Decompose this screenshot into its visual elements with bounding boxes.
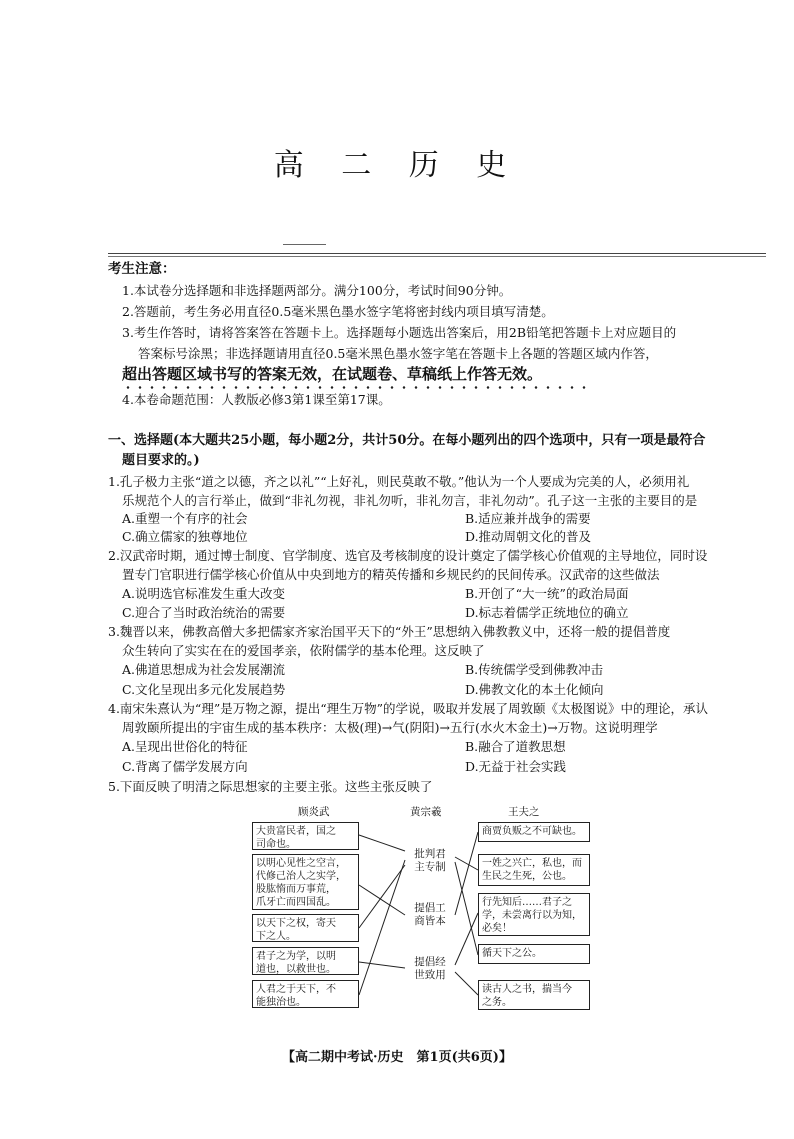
middle-node xyxy=(405,956,455,982)
quote-line: 大贵富民者，国之 xyxy=(256,826,336,837)
node-line: 世致用 xyxy=(414,969,446,981)
right-column-header: 王夫之 xyxy=(508,806,540,818)
notice-item: 答案标号涂黑；非选择题请用直径0.5毫米黑色墨水签字笔在答题卡上各题的答题区域内作答， xyxy=(138,346,658,361)
quote-line: 股肱惰而万事荒， xyxy=(256,884,336,895)
notice-heading: 考生注意： xyxy=(108,261,176,277)
notice-item: 4.本卷命题范围：人教版必修3第1课至第17课。 xyxy=(122,392,391,407)
option-d: D.标志着儒学正统地位的确立 xyxy=(465,605,629,620)
quote-line: 司命也。 xyxy=(256,839,296,850)
node-line: 提倡经 xyxy=(414,956,446,968)
option-a: A.说明选官标准发生重大改变 xyxy=(122,586,286,601)
quote-line: 行先知后……君子之 xyxy=(482,897,572,908)
quote-line: 读古人之书，揣当今 xyxy=(482,984,572,995)
option-a: A.佛道思想成为社会发展潮流 xyxy=(122,662,286,677)
quote-box-right xyxy=(478,944,590,964)
quote-line: 之务。 xyxy=(482,997,512,1008)
quote-line: 商贾负贩之不可缺也。 xyxy=(482,826,582,837)
left-column-header: 顾炎武 xyxy=(298,806,330,818)
quote-line: 道也，以救世也。 xyxy=(256,964,336,975)
question-stem: 众生转向了实实在在的爱国孝亲，依附儒学的基本伦理。这反映了 xyxy=(122,643,485,658)
middle-node xyxy=(405,848,455,874)
option-d: D.无益于社会实践 xyxy=(465,759,567,774)
quote-line: 以天下之权，寄天 xyxy=(256,918,336,929)
quote-line: 必矣！ xyxy=(482,923,512,934)
option-a: A.呈现出世俗化的特征 xyxy=(122,739,248,754)
question-stem: 置专门官职进行儒学核心价值从中央到地方的精英传播和乡规民约的民间传承。汉武帝的这些做法 xyxy=(122,567,660,582)
quote-box-left xyxy=(252,914,359,942)
quote-box-right xyxy=(478,854,590,886)
quote-line: 生民之生死，公也。 xyxy=(482,871,572,882)
page-title: 高 二 历 史 xyxy=(273,148,521,183)
node-line: 商皆本 xyxy=(414,915,446,927)
notice-item: 1.本试卷分选择题和非选择题两部分。满分100分，考试时间90分钟。 xyxy=(122,283,512,298)
option-c: C.迎合了当时政治统治的需要 xyxy=(122,605,286,620)
middle-node xyxy=(405,902,455,928)
quote-box-right xyxy=(478,980,590,1010)
option-b: B.传统儒学受到佛教冲击 xyxy=(465,662,604,677)
question-stem: 1.孔子极力主张“道之以德，齐之以礼”“上好礼，则民莫敢不敬。”他认为一个人要成为完美的人，必须用礼 xyxy=(108,474,690,489)
question-stem: 乐规范个人的言行举止，做到“非礼勿视，非礼勿听，非礼勿言，非礼勿动”。孔子这一主张的主要目的是 xyxy=(122,493,698,508)
quote-box-left xyxy=(252,854,359,910)
question-stem: 2.汉武帝时期，通过博士制度、官学制度、选官及考核制度的设计奠定了儒学核心价值观的主导地位，同时设 xyxy=(108,548,708,563)
node-line: 提倡工 xyxy=(414,902,446,914)
option-b: B.适应兼并战争的需要 xyxy=(465,511,591,526)
quote-line: 代修己治人之实学， xyxy=(256,871,346,882)
option-c: C.确立儒家的独尊地位 xyxy=(122,529,248,544)
quote-line: 人君之于天下，不 xyxy=(256,984,336,995)
option-c: C.背离了儒学发展方向 xyxy=(122,759,248,774)
quote-box-left xyxy=(252,947,359,975)
quote-line: 循天下之公。 xyxy=(482,948,542,959)
option-d: D.佛教文化的本土化倾向 xyxy=(465,682,604,697)
option-b: B.融合了道教思想 xyxy=(465,739,566,754)
quote-line: 下之人。 xyxy=(256,931,296,942)
question-stem: 3.魏晋以来，佛教高僧大多把儒家齐家治国平天下的“外王”思想纳入佛教教义中，还将一般的提倡普度 xyxy=(108,624,671,639)
option-b: B.开创了“大一统”的政治局面 xyxy=(465,586,629,601)
middle-column-header: 黄宗羲 xyxy=(410,806,442,818)
quote-line: 君子之为学，以明 xyxy=(256,951,336,962)
quote-line: 以明心见性之空言， xyxy=(256,858,346,869)
option-c: C.文化呈现出多元化发展趋势 xyxy=(122,682,286,697)
quote-box-left xyxy=(252,822,359,850)
option-a: A.重塑一个有序的社会 xyxy=(122,511,248,526)
quote-line: 爪牙亡而四国乱。 xyxy=(256,897,336,908)
notice-item: 3.考生作答时，请将答案答在答题卡上。选择题每小题选出答案后，用2B铅笔把答题卡上对应题目的 xyxy=(122,325,677,340)
option-d: D.推动周朝文化的普及 xyxy=(465,529,592,544)
section-heading: 一、选择题(本大题共25小题，每小题2分，共计50分。在每小题列出的四个选项中，只有一项是最符合 xyxy=(108,433,706,448)
quote-box-left xyxy=(252,980,359,1008)
question-stem: 周敦颐所提出的宇宙生成的基本秩序：太极(理)→气(阴阳)→五行(水火木金土)→万物。这说明理学 xyxy=(122,720,658,735)
quote-line: 一姓之兴亡，私也，而 xyxy=(482,858,582,869)
section-heading-cont: 题目要求的。) xyxy=(122,453,200,468)
notice-emphasis: 超出答题区域书写的答案无效，在试题卷、草稿纸上作答无效。 xyxy=(122,365,543,383)
quote-line: 能独治也。 xyxy=(256,997,306,1008)
notice-item: 2.答题前，考生务必用直径0.5毫米黑色墨水签字笔将密封线内项目填写清楚。 xyxy=(122,304,554,319)
page-footer: 【高二期中考试·历史 第1页(共6页)】 xyxy=(282,1050,512,1065)
question-stem: 5.下面反映了明清之际思想家的主要主张。这些主张反映了 xyxy=(108,779,433,794)
question-stem: 4.南宋朱熹认为“理”是万物之源，提出“理生万物”的学说，吸取并发展了周敦颐《太极图说》中的理论，承认 xyxy=(108,701,708,716)
quote-box-right xyxy=(478,893,590,936)
quote-line: 学，未尝离行以为知， xyxy=(482,910,582,921)
quote-box-right xyxy=(478,822,590,842)
node-line: 主专制 xyxy=(414,861,446,873)
node-line: 批判君 xyxy=(414,848,446,860)
